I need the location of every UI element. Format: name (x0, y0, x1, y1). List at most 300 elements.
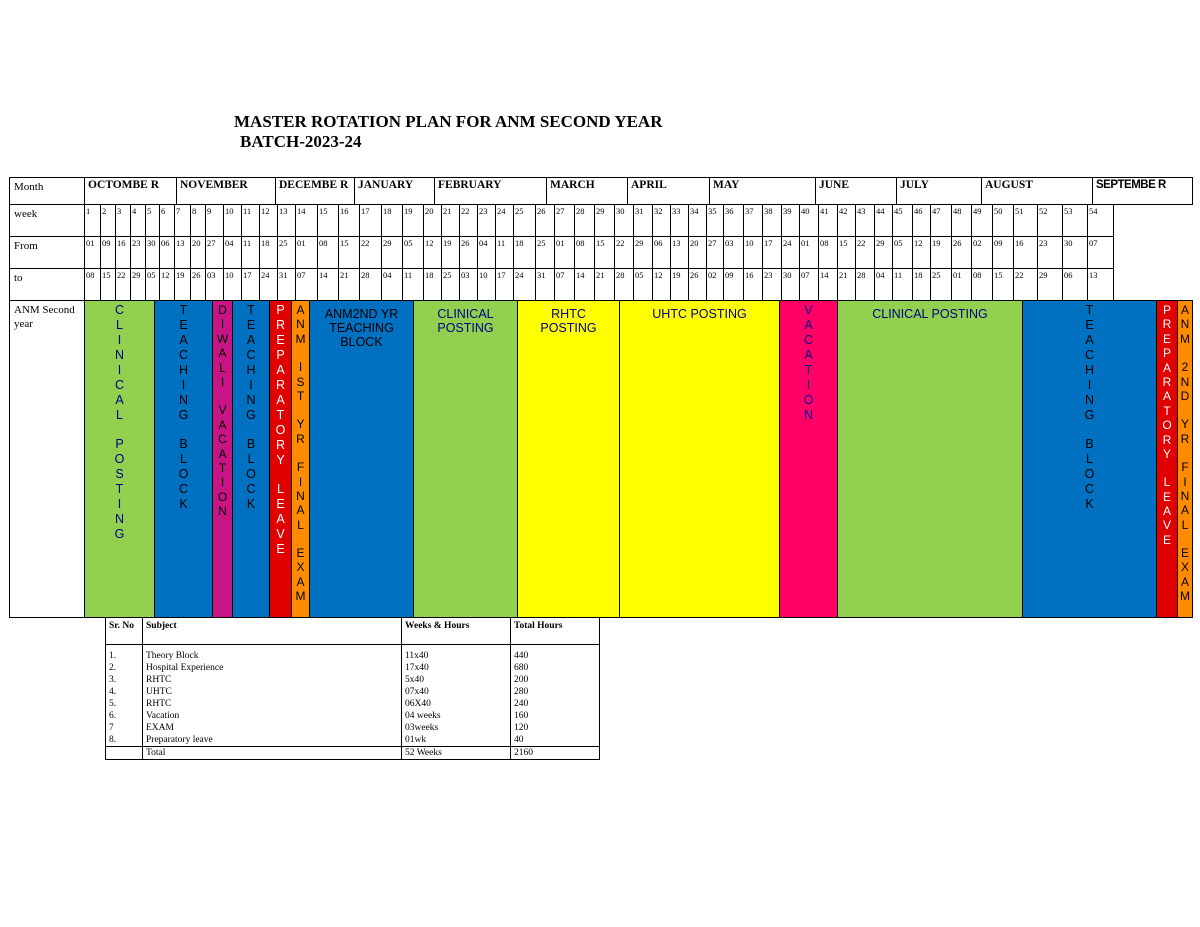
from-value: 29 (876, 238, 885, 248)
to-cell (971, 268, 993, 301)
from-value: 13 (672, 238, 681, 248)
week-value: 31 (635, 206, 644, 216)
to-cell (84, 268, 101, 301)
week-cell (459, 204, 478, 237)
week-value: 39 (783, 206, 792, 216)
to-value: 17 (243, 270, 252, 280)
to-cell (190, 268, 206, 301)
from-cell (130, 236, 146, 269)
to-value: 24 (261, 270, 270, 280)
summary-row (106, 710, 600, 722)
week-cell (205, 204, 224, 237)
from-value: 27 (207, 238, 216, 248)
from-value: 16 (1015, 238, 1024, 248)
row-label-text: Month (14, 181, 44, 193)
week-cell (441, 204, 460, 237)
to-value: 26 (192, 270, 201, 280)
month-cell (709, 177, 816, 205)
to-cell (781, 268, 800, 301)
to-cell (930, 268, 952, 301)
rotation-block: V A C A T I O N (779, 300, 838, 618)
to-value: 18 (914, 270, 923, 280)
to-cell (594, 268, 615, 301)
from-cell (495, 236, 514, 269)
week-cell (892, 204, 913, 237)
week-cell (992, 204, 1014, 237)
row-label-from (9, 236, 85, 269)
week-cell (381, 204, 403, 237)
to-cell (441, 268, 460, 301)
row-label-week (9, 204, 85, 237)
summary-cell: UHTC (143, 686, 402, 698)
from-value: 26 (461, 238, 470, 248)
summary-total-cell (106, 747, 143, 760)
row-label-to (9, 268, 85, 301)
to-value: 10 (225, 270, 234, 280)
week-cell (359, 204, 382, 237)
row-label-text: to (14, 272, 23, 284)
week-cell (174, 204, 191, 237)
week-value: 11 (243, 206, 252, 216)
summary-row (106, 698, 600, 710)
week-value: 32 (654, 206, 663, 216)
from-value: 04 (225, 238, 234, 248)
to-cell (1037, 268, 1063, 301)
to-cell (535, 268, 555, 301)
to-value: 10 (479, 270, 488, 280)
week-value: 49 (973, 206, 982, 216)
week-cell (1037, 204, 1063, 237)
to-cell (688, 268, 707, 301)
from-cell (781, 236, 800, 269)
to-cell (423, 268, 442, 301)
week-cell (781, 204, 800, 237)
rotation-block (619, 300, 780, 618)
summary-cell: 5x40 (402, 674, 511, 686)
summary-cell: RHTC (143, 698, 402, 710)
week-value: 33 (672, 206, 681, 216)
page-subtitle: BATCH-2023-24 (240, 132, 362, 151)
rotation-block: T E A C H I N G B L O C K (154, 300, 213, 618)
from-value: 01 (556, 238, 565, 248)
summary-cell: 03weeks (402, 722, 511, 734)
month-cell (1092, 177, 1193, 205)
summary-cell: 200 (511, 674, 600, 686)
to-value: 24 (515, 270, 524, 280)
from-cell (992, 236, 1014, 269)
from-value: 01 (86, 238, 95, 248)
from-value: 19 (443, 238, 452, 248)
to-value: 07 (801, 270, 810, 280)
from-cell (614, 236, 634, 269)
from-cell (706, 236, 724, 269)
week-cell (554, 204, 575, 237)
week-cell (837, 204, 856, 237)
rotation-block-label: CLINICAL POSTING (437, 307, 494, 335)
week-cell (190, 204, 206, 237)
summary-cell: 04 weeks (402, 710, 511, 722)
week-cell (762, 204, 782, 237)
to-value: 23 (764, 270, 773, 280)
from-value: 18 (261, 238, 270, 248)
summary-cell: 240 (511, 698, 600, 710)
week-value: 42 (839, 206, 848, 216)
to-value: 08 (86, 270, 95, 280)
to-value: 03 (461, 270, 470, 280)
from-cell (951, 236, 972, 269)
week-value: 28 (576, 206, 585, 216)
week-value: 4 (132, 206, 137, 216)
to-value: 22 (117, 270, 126, 280)
week-cell (723, 204, 744, 237)
rotation-grid (9, 177, 1192, 617)
week-value: 15 (319, 206, 328, 216)
week-value: 5 (147, 206, 152, 216)
to-value: 31 (279, 270, 288, 280)
from-cell (441, 236, 460, 269)
from-value: 23 (1039, 238, 1048, 248)
to-value: 21 (839, 270, 848, 280)
to-value: 26 (690, 270, 699, 280)
week-value: 46 (914, 206, 923, 216)
from-cell (359, 236, 382, 269)
from-cell (670, 236, 689, 269)
to-cell (670, 268, 689, 301)
from-value: 13 (176, 238, 185, 248)
summary-cell: 8. (106, 734, 143, 747)
to-cell (652, 268, 671, 301)
week-value: 26 (537, 206, 546, 216)
month-cell (546, 177, 628, 205)
to-cell (762, 268, 782, 301)
week-cell (874, 204, 893, 237)
summary-cell: 6. (106, 710, 143, 722)
week-value: 53 (1064, 206, 1073, 216)
header-subject: Subject (143, 618, 402, 645)
rotation-block: C L I N I C A L P O S T I N G (84, 300, 155, 618)
from-cell (554, 236, 575, 269)
summary-cell: 17x40 (402, 662, 511, 674)
week-value: 2 (102, 206, 107, 216)
to-cell (799, 268, 819, 301)
summary-cell: EXAM (143, 722, 402, 734)
week-cell (100, 204, 116, 237)
week-cell (706, 204, 724, 237)
from-value: 10 (745, 238, 754, 248)
from-value: 09 (994, 238, 1003, 248)
week-value: 50 (994, 206, 1003, 216)
from-cell (477, 236, 496, 269)
week-value: 22 (461, 206, 470, 216)
from-cell (855, 236, 875, 269)
page-title: MASTER ROTATION PLAN FOR ANM SECOND YEAR (234, 112, 663, 131)
header-total-hours: Total Hours (511, 618, 600, 645)
to-cell (574, 268, 595, 301)
to-cell (338, 268, 360, 301)
to-cell (818, 268, 838, 301)
from-value: 15 (596, 238, 605, 248)
to-cell (837, 268, 856, 301)
from-cell (317, 236, 339, 269)
week-value: 23 (479, 206, 488, 216)
week-cell (688, 204, 707, 237)
from-cell (723, 236, 744, 269)
to-cell (402, 268, 424, 301)
month-cell (627, 177, 710, 205)
week-cell (855, 204, 875, 237)
month-label: SEPTEMBE R (1096, 179, 1166, 191)
to-cell (912, 268, 931, 301)
rotation-block: T E A C H I N G B L O C K (232, 300, 270, 618)
week-value: 35 (708, 206, 717, 216)
to-cell (130, 268, 146, 301)
summary-total-row (106, 747, 600, 760)
to-value: 04 (383, 270, 392, 280)
summary-cell: 160 (511, 710, 600, 722)
week-cell (633, 204, 653, 237)
to-value: 28 (857, 270, 866, 280)
week-cell (930, 204, 952, 237)
to-cell (359, 268, 382, 301)
to-value: 12 (654, 270, 663, 280)
summary-cell: 280 (511, 686, 600, 698)
week-value: 20 (425, 206, 434, 216)
to-value: 14 (576, 270, 585, 280)
to-value: 21 (596, 270, 605, 280)
from-value: 30 (147, 238, 156, 248)
week-cell (1087, 204, 1114, 237)
summary-cell: Preparatory leave (143, 734, 402, 747)
week-value: 54 (1089, 206, 1098, 216)
month-cell (434, 177, 547, 205)
week-value: 43 (857, 206, 866, 216)
week-cell (535, 204, 555, 237)
to-value: 09 (725, 270, 734, 280)
from-cell (338, 236, 360, 269)
rotation-block: A N M I S T Y R F I N A L E X A M (291, 300, 310, 618)
week-cell (513, 204, 536, 237)
from-cell (459, 236, 478, 269)
from-value: 22 (361, 238, 370, 248)
from-value: 15 (839, 238, 848, 248)
from-cell (594, 236, 615, 269)
row-label-text: ANM Second year (14, 304, 75, 330)
month-label: MARCH (550, 179, 595, 191)
to-value: 30 (783, 270, 792, 280)
to-cell (1013, 268, 1038, 301)
to-cell (145, 268, 160, 301)
from-cell (837, 236, 856, 269)
to-value: 01 (953, 270, 962, 280)
to-value: 07 (297, 270, 306, 280)
month-label: AUGUST (985, 179, 1033, 191)
from-value: 20 (192, 238, 201, 248)
week-value: 30 (616, 206, 625, 216)
rotation-block-label: UHTC POSTING (652, 307, 747, 321)
week-cell (338, 204, 360, 237)
from-cell (892, 236, 913, 269)
to-cell (100, 268, 116, 301)
summary-cell: 120 (511, 722, 600, 734)
week-cell (1062, 204, 1088, 237)
week-value: 3 (117, 206, 122, 216)
from-value: 08 (319, 238, 328, 248)
to-cell (277, 268, 296, 301)
from-value: 22 (857, 238, 866, 248)
to-cell (115, 268, 131, 301)
to-value: 15 (102, 270, 111, 280)
from-value: 06 (654, 238, 663, 248)
from-cell (423, 236, 442, 269)
week-value: 7 (176, 206, 181, 216)
to-value: 07 (556, 270, 565, 280)
summary-cell: 11x40 (402, 645, 511, 663)
summary-total-cell: Total (143, 747, 402, 760)
from-value: 08 (820, 238, 829, 248)
from-cell (743, 236, 763, 269)
week-value: 34 (690, 206, 699, 216)
from-value: 12 (914, 238, 923, 248)
from-cell (513, 236, 536, 269)
to-value: 17 (497, 270, 506, 280)
to-cell (295, 268, 318, 301)
from-cell (159, 236, 175, 269)
month-label: JUNE (819, 179, 850, 191)
from-cell (874, 236, 893, 269)
to-cell (743, 268, 763, 301)
to-cell (259, 268, 278, 301)
row-label-text: week (14, 208, 38, 220)
week-cell (670, 204, 689, 237)
summary-cell: 7 (106, 722, 143, 734)
from-cell (799, 236, 819, 269)
week-cell (652, 204, 671, 237)
from-value: 17 (764, 238, 773, 248)
to-cell (1062, 268, 1088, 301)
week-value: 44 (876, 206, 885, 216)
month-label: DECEMBE R (279, 179, 349, 191)
from-value: 11 (243, 238, 252, 248)
month-label: JULY (900, 179, 929, 191)
row-label-month (9, 177, 85, 205)
week-value: 9 (207, 206, 212, 216)
from-cell (205, 236, 224, 269)
to-value: 25 (443, 270, 452, 280)
rotation-block (413, 300, 518, 618)
from-value: 23 (132, 238, 141, 248)
to-cell (159, 268, 175, 301)
header-weeks-hours: Weeks & Hours (402, 618, 511, 645)
from-value: 24 (783, 238, 792, 248)
week-value: 41 (820, 206, 829, 216)
week-cell (743, 204, 763, 237)
week-value: 51 (1015, 206, 1024, 216)
row-label-group (9, 300, 85, 618)
week-value: 45 (894, 206, 903, 216)
rotation-block: P R E P A R A T O R Y L E A V E (269, 300, 292, 618)
summary-cell: 1. (106, 645, 143, 663)
week-value: 52 (1039, 206, 1048, 216)
summary-cell: Vacation (143, 710, 402, 722)
from-value: 15 (340, 238, 349, 248)
week-cell (1013, 204, 1038, 237)
month-cell (354, 177, 435, 205)
from-cell (574, 236, 595, 269)
from-value: 29 (383, 238, 392, 248)
from-value: 29 (635, 238, 644, 248)
to-value: 14 (820, 270, 829, 280)
summary-row (106, 686, 600, 698)
from-value: 04 (479, 238, 488, 248)
to-cell (706, 268, 724, 301)
from-value: 25 (537, 238, 546, 248)
from-cell (688, 236, 707, 269)
from-cell (174, 236, 191, 269)
week-value: 25 (515, 206, 524, 216)
from-value: 27 (708, 238, 717, 248)
to-cell (205, 268, 224, 301)
rotation-block (517, 300, 620, 618)
to-cell (459, 268, 478, 301)
to-value: 19 (176, 270, 185, 280)
from-value: 26 (953, 238, 962, 248)
week-cell (912, 204, 931, 237)
to-value: 28 (361, 270, 370, 280)
from-value: 05 (894, 238, 903, 248)
week-cell (402, 204, 424, 237)
from-value: 19 (932, 238, 941, 248)
to-value: 19 (672, 270, 681, 280)
from-value: 03 (725, 238, 734, 248)
from-value: 01 (801, 238, 810, 248)
from-cell (259, 236, 278, 269)
to-value: 04 (876, 270, 885, 280)
week-cell (574, 204, 595, 237)
header-sr-no: Sr. No (106, 618, 143, 645)
from-value: 25 (279, 238, 288, 248)
from-cell (535, 236, 555, 269)
summary-cell: 4. (106, 686, 143, 698)
week-cell (223, 204, 242, 237)
from-value: 20 (690, 238, 699, 248)
to-value: 28 (616, 270, 625, 280)
from-cell (295, 236, 318, 269)
summary-table (105, 617, 600, 760)
to-value: 02 (708, 270, 717, 280)
week-cell (115, 204, 131, 237)
week-value: 36 (725, 206, 734, 216)
from-cell (633, 236, 653, 269)
to-value: 11 (404, 270, 413, 280)
from-cell (1037, 236, 1063, 269)
week-value: 40 (801, 206, 810, 216)
from-cell (190, 236, 206, 269)
to-value: 31 (537, 270, 546, 280)
to-value: 18 (425, 270, 434, 280)
from-cell (912, 236, 931, 269)
week-value: 48 (953, 206, 962, 216)
from-cell (930, 236, 952, 269)
week-value: 8 (192, 206, 197, 216)
from-cell (971, 236, 993, 269)
week-value: 24 (497, 206, 506, 216)
to-cell (992, 268, 1014, 301)
from-value: 01 (297, 238, 306, 248)
summary-cell: RHTC (143, 674, 402, 686)
rotation-block (309, 300, 414, 618)
week-cell (614, 204, 634, 237)
month-label: OCTOMBE R (88, 179, 160, 191)
